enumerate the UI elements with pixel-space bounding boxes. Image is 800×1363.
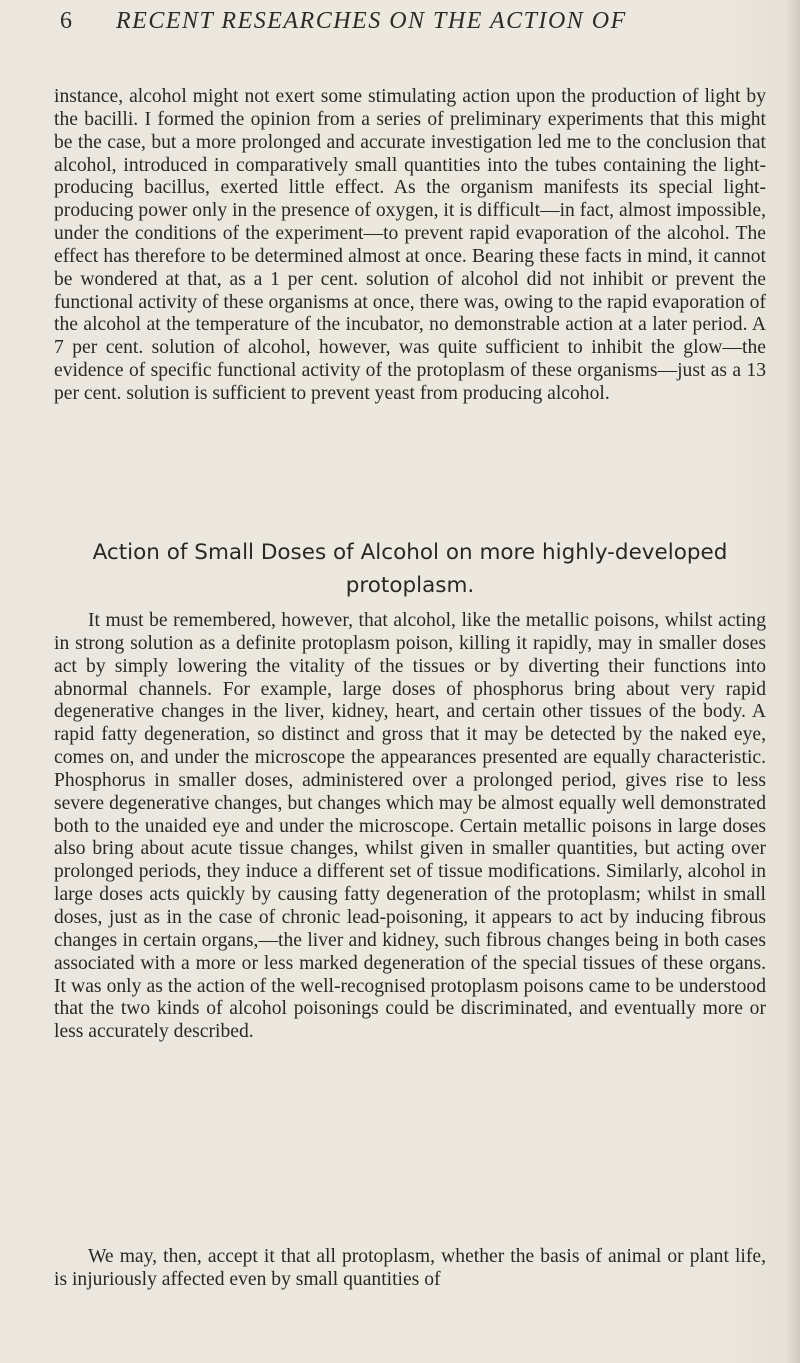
paragraph-2 <box>54 610 766 1044</box>
running-head <box>60 8 760 44</box>
page-number: 6 <box>60 8 73 34</box>
paragraph-2-text: It must be remembered, however, that alcohol, like the metallic poisons, whilst acting in strong solution as a definite protoplasm poison, killing it rapidly, may in smaller doses act by simply lowering the vitality of the tissues or by diverting their functions into abnormal channels. For example, large doses of phosphorus bring about very rapid degenerative changes in the liver, kidney, heart, and certain other tissues of the body. A rapid fatty degeneration, so distinct and gross that it may be detected by the naked eye, comes on, and under the microscope the appearances presented are equally characteristic. Phosphorus in smaller doses, administered over a prolonged period, gives rise to less severe degenerative changes, but changes which may be almost equally well demonstrated both to the unaided eye and under the microscope. Certain metallic poisons in large doses also bring about acute tissue changes, whilst given in smaller quantities, but acting over prolonged periods, they induce a different set of tissue modifications. Similarly, alcohol in large doses acts quickly by causing fatty degeneration of the protoplasm; whilst in small doses, just as in the case of chronic lead-poisoning, it appears to act by inducing fibrous changes in certain organs,—the liver and kidney, such fibrous changes being in both cases associated with a more or less marked degeneration of the special tissues of these organs. It was only as the action of the well-recognised protoplasm poisons came to be understood that the two kinds of alcohol poisonings could be discriminated, and eventually more or less accurately described. <box>54 610 766 1043</box>
page-edge-shadow <box>786 0 800 1363</box>
paragraph-3-text: We may, then, accept it that all protoplasm, whether the basis of animal or plant life, is injuriously affected even by small quantities of <box>54 1246 766 1290</box>
paragraph-3 <box>54 1246 766 1292</box>
running-title: RECENT RESEARCHES ON THE ACTION OF <box>116 8 627 34</box>
section-heading: Action of Small Doses of Alcohol on more highly-developed protoplasm. <box>92 540 728 598</box>
paragraph-continued <box>54 86 766 406</box>
paragraph-1-text: instance, alcohol might not exert some stimulating action upon the production of light by the bacilli. I formed the opinion from a series of preliminary experiments that this might be the case, but a more prolonged and accurate investigation led me to the conclusion that alcohol, introduced in comparatively small quantities into the tubes containing the light-producing bacillus, exerted little effect. As the organism manifests its special light-producing power only in the presence of oxygen, it is difficult—in fact, almost impossible, under the conditions of the experiment—to prevent rapid evaporation of the alcohol. The effect has therefore to be determined almost at once. Bearing these facts in mind, it cannot be wondered at that, as a 1 per cent. solution of alcohol did not inhibit or prevent the functional activity of these organisms at once, there was, owing to the rapid evaporation of the alcohol at the temperature of the incubator, no demonstrable action at a later period. A 7 per cent. solution of alcohol, however, was quite sufficient to inhibit the glow—the evidence of specific functional activity of the protoplasm of these organisms—just as a 13 per cent. solution is sufficient to prevent yeast from producing alcohol. <box>54 86 766 404</box>
